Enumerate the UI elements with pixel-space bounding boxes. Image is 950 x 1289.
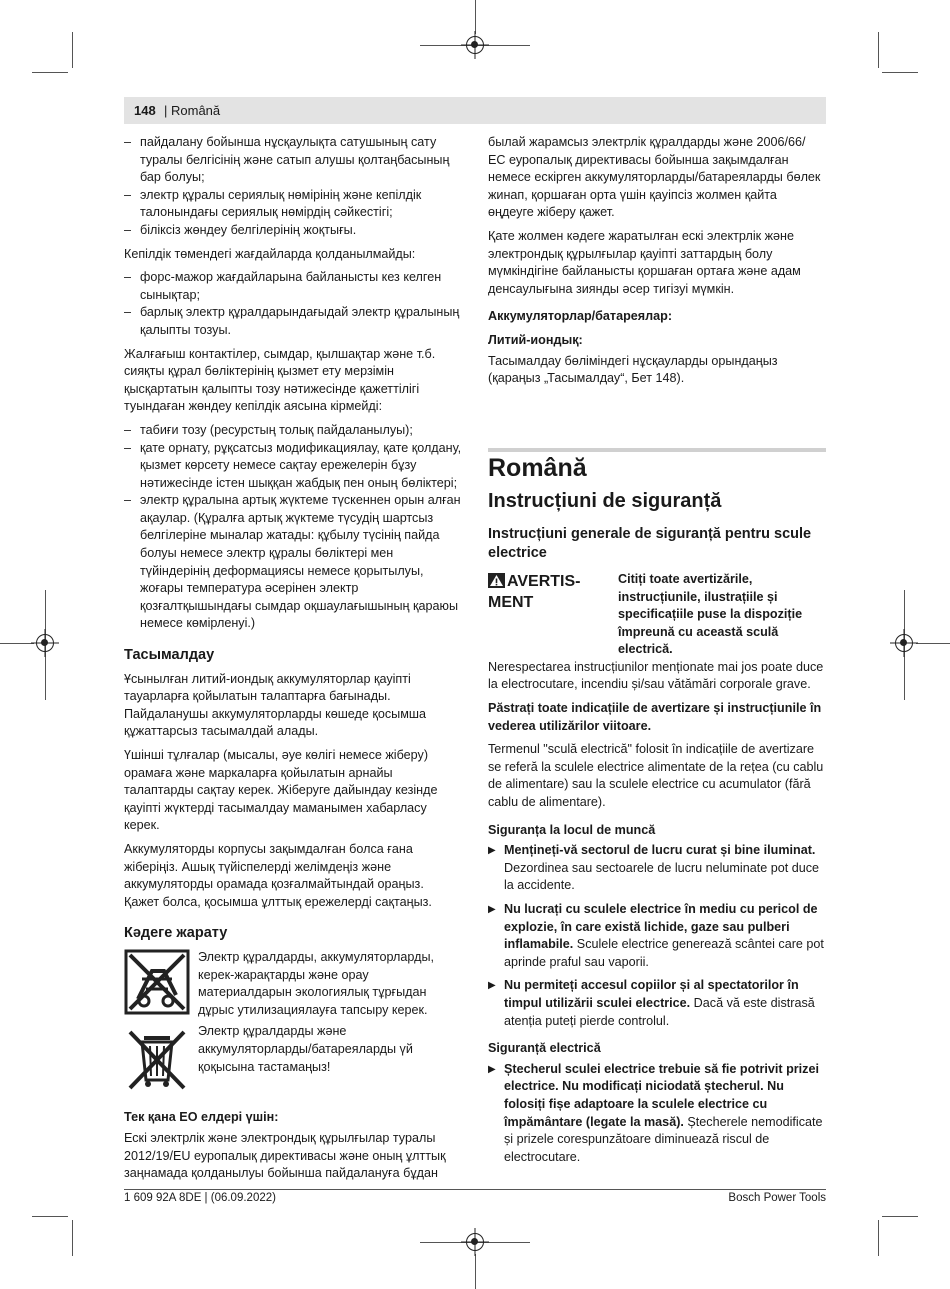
list-item: ▶ Nu permiteți accesul copiilor și al spectatorilor în timpul utilizării sculei electrice. Dacă vă este distrasă atenția puteți pierde controlul. — [488, 977, 826, 1030]
paragraph: Электр құралдарды және аккумуляторларды/батареяларды үй қоқысына тастамаңыз! — [198, 1024, 413, 1074]
list-item: ▶ Mențineți-vă sectorul de lucru curat și bine iluminat. Dezordinea sau sectoarele de lucru neluminate pot duce la accidente. — [488, 842, 826, 895]
warning-label: AVERTIS-MENT — [488, 572, 581, 611]
list-item: – табиғи тозу (ресурстың толық пайдаланылуы); — [124, 422, 462, 440]
crop-mark — [32, 72, 68, 73]
crop-mark — [878, 1220, 879, 1256]
crossed-bin-icon — [124, 1023, 190, 1095]
list-item: – электр құралы сериялық нөмірінің және кепілдік талонындағы сериялық нөмірдің сәйкестігі; — [124, 187, 462, 222]
paragraph: Тасымалдау бөліміндегі нұсқауларды орындаңыз (қараңыз „Тасымалдау“, Бет 148). — [488, 353, 778, 386]
warning-block — [488, 571, 826, 659]
wear-list — [124, 422, 462, 633]
paragraph: Păstrați toate indicațiile de avertizare și instrucțiunile în vederea utilizărilor viitoare. — [488, 701, 822, 733]
registration-mark-icon — [895, 634, 913, 652]
list-item: – қате орнату, рұқсатсыз модификациялау, қате қолдану, қызмет көрсету немесе сақтау ережелерін бұзу нәтижесінде істен шыққан жабдық пен оның бөліктері; — [124, 440, 462, 493]
list-item: – электр құралына артық жүктеме түскеннен орын алған ақаулар. (Құралға артық жүктеме түсудің шартсыз белгілеріне мыналар жатады: құбылу түсінің пайда болуы немесе электр құралы бөліктері мен түйіндерінің деформациясы немесе қорытылуы, жоғары температура әсерінен электр қозғалтқышындағы сымдар оқшаулағышының қараюы немесе көмірленуі.) — [124, 492, 462, 633]
li-ion-heading: Литий-иондық: — [488, 332, 583, 347]
crop-mark — [882, 72, 918, 73]
recycling-icon — [124, 949, 190, 1015]
registration-mark-icon — [466, 36, 484, 54]
registration-mark-icon — [466, 1233, 484, 1251]
left-column — [124, 134, 462, 1189]
language-title: Română — [488, 453, 587, 482]
crop-mark — [72, 1220, 73, 1256]
warning-triangle-icon — [488, 573, 505, 588]
crop-mark — [916, 643, 950, 644]
crop-mark — [0, 643, 34, 644]
paragraph: Жалғағыш контактілер, сымдар, қылшақтар және т.б. сияқты құрал бөліктерінің қызмет ету мерзімін қысқартатын қалыпты тозу нәтижесінде қажеттілігі туындаған жөндеу кепілдік аясына кірмейді: — [124, 346, 436, 414]
crop-mark — [475, 1254, 476, 1289]
paragraph: Nerespectarea instrucțiunilor menționate mai jos poate duce la electrocutare, incendiu și/sau vătămări corporale grave. — [488, 659, 824, 692]
page-header — [124, 97, 826, 124]
warranty-exclusions-list — [124, 269, 462, 339]
page-language: | Română — [164, 103, 221, 118]
section-heading-transport: Тасымалдау — [124, 647, 215, 664]
registration-mark-icon — [36, 634, 54, 652]
paragraph: Электр құралдарды, аккумуляторларды, керек-жарақтарды және орау материалдарын экологиялық тұрғыдан дұрыс утилизациялауға тапсыру керек. — [198, 949, 435, 1017]
list-item: – біліксіз жөндеу белгілерінің жоқтығы. — [124, 222, 462, 240]
paragraph: Ескі электрлік және электрондық құрылғылар туралы 2012/19/EU еуропалық директивасы және оның ұлттық заңнамада қолданылуы бойынша пайдалануға бұдан — [124, 1130, 446, 1181]
paragraph: Үшінші тұлғалар (мысалы, әуе көлігі немесе жіберу) орамаға және маркаларға қойылатын арнайы талаптарды сақтау керек. Жіберуге дайындау кезінде қауіпті жүктерді тасымалдау маманымен хабарласу керек. — [124, 748, 438, 833]
section-divider — [488, 448, 826, 452]
list-item: – барлық электр құралдарындағыдай электр құралының қалыпты тозуы. — [124, 304, 462, 339]
general-safety-heading: Instrucțiuni generale de siguranță pentru scule electrice — [488, 525, 812, 561]
crop-mark — [878, 32, 879, 68]
workplace-heading: Siguranța la locul de muncă — [488, 822, 656, 837]
right-column — [488, 134, 826, 1172]
section-heading-disposal: Кәдеге жарату — [124, 925, 228, 942]
disposal-block — [124, 949, 462, 1019]
list-item: – пайдалану бойынша нұсқаулықта сатушының сату туралы белгісінің және сатып алушы қолтаңбасының бар болуы; — [124, 134, 462, 187]
crop-mark — [32, 1216, 68, 1217]
paragraph: Аккумуляторды корпусы зақымдалған болса ғана жіберіңіз. Ашық түйіспелерді желімдеңіз және аккумуляторды орамада қозғалмайтындай ораңыз. Қажет болса, қосымша ұлттық ережелерді сақтаңыз. — [124, 841, 432, 909]
paragraph: Кепілдік төмендегі жағдайларда қолданылмайды: — [124, 246, 416, 261]
paragraph: Ұсынылған литий-иондық аккумуляторлар қауіпті тауарларға қойылатын талаптарға бағынады. Пайдаланушы аккумуляторларды көшеде қосымша құжаттарсыз тасымалдай алады. — [124, 671, 427, 739]
safety-title: Instrucțiuni de siguranță — [488, 490, 722, 513]
warranty-conditions-list — [124, 134, 462, 240]
list-item: – форс-мажор жағдайларына байланысты кез келген сынықтар; — [124, 269, 462, 304]
footer-document-id: 1 609 92A 8DE | (06.09.2022) — [124, 1192, 276, 1204]
list-item: ▶ Ștecherul sculei electrice trebuie să fie potrivit prizei electrice. Nu modificați niciodată ștecherul. Nu folosiți fișe adaptoare la sculele electrice cu împământare (legate la masă). Ștecherele nemodificate și prizele corespunzătoare diminuează riscul de electrocutare. — [488, 1061, 826, 1167]
eu-heading: Тек қана ЕО елдері үшін: — [124, 1110, 279, 1125]
footer-divider — [124, 1189, 826, 1190]
warning-text: Citiți toate avertizările, instrucțiunile, ilustrațiile și specificațiile puse la dispoziție împreună cu această sculă electrică. — [618, 571, 803, 657]
paragraph: Termenul "sculă electrică" folosit în indicațiile de avertizare se referă la sculele electrice alimentate de la rețea (cu cablu de alimentare) sau la sculele electrice cu acumulator (fără cablu de alimentare). — [488, 742, 824, 810]
electric-list — [488, 1061, 826, 1167]
crop-mark — [475, 0, 476, 34]
list-item: ▶ Nu lucrați cu sculele electrice în mediu cu pericol de explozie, în care există lichide, gaze sau pulberi inflamabile. Sculele electrice generează scântei care pot aprinde praful sau vaporii. — [488, 901, 826, 971]
workplace-list — [488, 842, 826, 1030]
disposal-block — [124, 1023, 462, 1095]
crop-mark — [882, 1216, 918, 1217]
paragraph: былай жарамсыз электрлік құралдарды және 2006/66/ ЕС еуропалық директивасы бойынша зақымдалған немесе ескірген аккумуляторларды/батареяларды бөлек жинап, қоршаған орта үшін қауіпсіз жолмен қайта өңдеуге жіберу қажет. — [488, 135, 821, 220]
page-number: 148 — [134, 103, 156, 118]
footer-brand: Bosch Power Tools — [728, 1192, 826, 1204]
electric-heading: Siguranță electrică — [488, 1041, 601, 1056]
batteries-heading: Аккумуляторлар/батареялар: — [488, 309, 673, 324]
crop-mark — [72, 32, 73, 68]
paragraph: Қате жолмен кәдеге жаратылған ескі электрлік және электрондық құрылғылар қауіпті заттардың болу мүмкіндігіне байланысты қоршаған ортаға және адам денсаулығына зиянды әсер тигізуі мүмкін. — [488, 228, 801, 296]
